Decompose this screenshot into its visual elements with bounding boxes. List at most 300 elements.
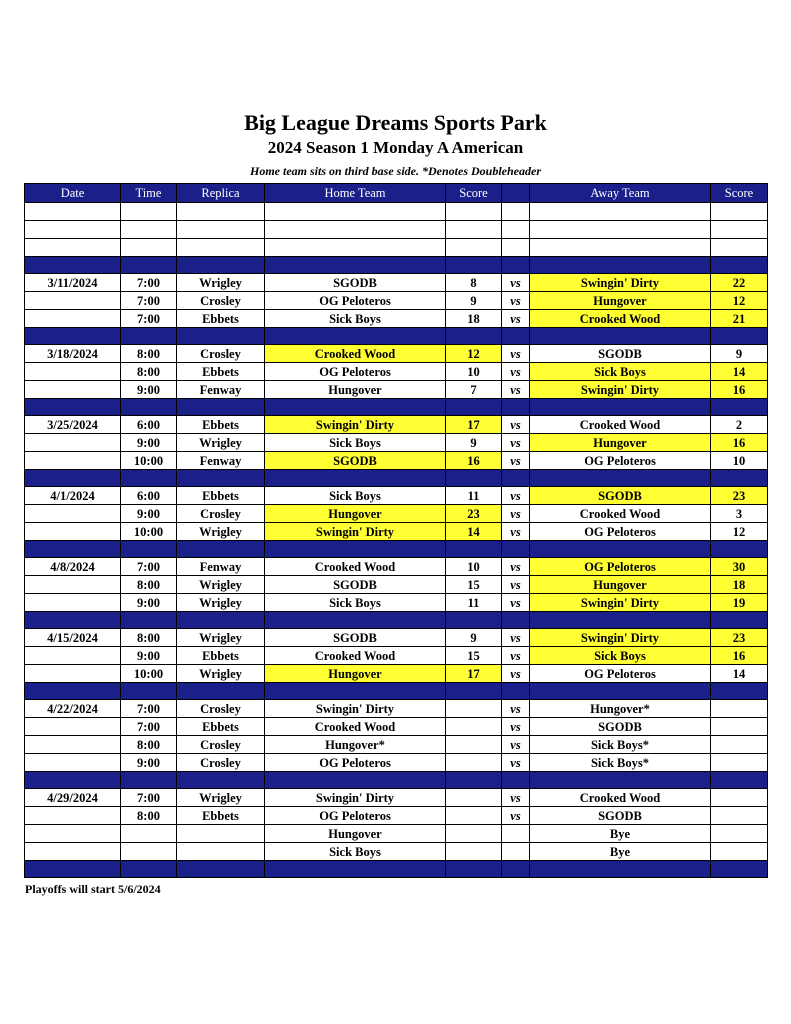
away-team: OG Peloteros: [530, 452, 711, 470]
schedule-body: [25, 203, 768, 878]
game-date: 3/11/2024: [25, 274, 121, 292]
away-score: 16: [711, 381, 768, 399]
vs-label: vs: [502, 789, 530, 807]
vs-label: vs: [502, 416, 530, 434]
away-score: 18: [711, 576, 768, 594]
game-date: [25, 310, 121, 328]
vs-label: [502, 825, 530, 843]
game-row: [25, 843, 768, 861]
game-row: [25, 736, 768, 754]
game-field: Crosley: [177, 736, 265, 754]
away-score: [711, 239, 768, 257]
week-separator: [25, 257, 768, 274]
game-time: [121, 221, 177, 239]
game-field: [177, 221, 265, 239]
separator-cell: [121, 541, 177, 558]
game-row: [25, 825, 768, 843]
home-team: Sick Boys: [265, 487, 446, 505]
vs-label: vs: [502, 754, 530, 772]
separator-cell: [711, 399, 768, 416]
vs-label: vs: [502, 505, 530, 523]
separator-cell: [530, 612, 711, 629]
game-time: 10:00: [121, 665, 177, 683]
home-team: Hungover: [265, 381, 446, 399]
home-team: OG Peloteros: [265, 363, 446, 381]
away-team: Hungover: [530, 434, 711, 452]
away-team: Swingin' Dirty: [530, 381, 711, 399]
away-team: Sick Boys*: [530, 754, 711, 772]
home-score: [446, 221, 502, 239]
home-score: [446, 203, 502, 221]
game-field: Wrigley: [177, 434, 265, 452]
game-row: [25, 239, 768, 257]
separator-cell: [502, 257, 530, 274]
game-row: [25, 576, 768, 594]
game-time: 9:00: [121, 434, 177, 452]
home-score: 15: [446, 576, 502, 594]
page-subtitle: 2024 Season 1 Monday A American: [267, 138, 524, 157]
col-header-time: Time: [121, 184, 177, 203]
game-field: [177, 843, 265, 861]
game-field: Ebbets: [177, 718, 265, 736]
game-time: 7:00: [121, 292, 177, 310]
separator-cell: [711, 470, 768, 487]
game-row: [25, 505, 768, 523]
away-team: OG Peloteros: [530, 558, 711, 576]
away-team: Bye: [530, 825, 711, 843]
week-separator: [25, 612, 768, 629]
separator-cell: [502, 399, 530, 416]
schedule-note: Home team sits on third base side. *Denotes Doubleheader: [250, 164, 541, 178]
game-time: 7:00: [121, 700, 177, 718]
separator-cell: [265, 470, 446, 487]
home-score: 9: [446, 629, 502, 647]
vs-label: vs: [502, 558, 530, 576]
schedule-table: [24, 183, 768, 878]
col-header-home-score: Score: [446, 184, 502, 203]
home-score: [446, 754, 502, 772]
home-team: OG Peloteros: [265, 754, 446, 772]
game-time: 6:00: [121, 416, 177, 434]
game-field: Ebbets: [177, 647, 265, 665]
vs-label: vs: [502, 381, 530, 399]
away-score: 16: [711, 647, 768, 665]
game-date: 4/22/2024: [25, 700, 121, 718]
away-team: [530, 239, 711, 257]
game-date: [25, 665, 121, 683]
away-team: OG Peloteros: [530, 665, 711, 683]
game-row: [25, 647, 768, 665]
col-header-date: Date: [25, 184, 121, 203]
away-score: [711, 736, 768, 754]
away-score: 12: [711, 523, 768, 541]
away-team: Hungover: [530, 576, 711, 594]
home-score: 9: [446, 292, 502, 310]
game-time: 8:00: [121, 576, 177, 594]
separator-cell: [121, 257, 177, 274]
separator-cell: [177, 470, 265, 487]
separator-cell: [265, 328, 446, 345]
separator-cell: [446, 257, 502, 274]
game-time: [121, 843, 177, 861]
separator-cell: [265, 541, 446, 558]
game-date: [25, 381, 121, 399]
game-field: [177, 825, 265, 843]
home-team: [265, 239, 446, 257]
game-field: Ebbets: [177, 416, 265, 434]
away-score: 23: [711, 487, 768, 505]
separator-cell: [446, 772, 502, 789]
separator-cell: [25, 399, 121, 416]
separator-cell: [502, 541, 530, 558]
away-team: SGODB: [530, 487, 711, 505]
vs-label: vs: [502, 736, 530, 754]
game-row: [25, 807, 768, 825]
game-field: [177, 239, 265, 257]
separator-cell: [530, 772, 711, 789]
separator-cell: [530, 257, 711, 274]
separator-cell: [530, 861, 711, 878]
vs-label: vs: [502, 363, 530, 381]
home-team: Sick Boys: [265, 594, 446, 612]
week-separator: [25, 399, 768, 416]
game-field: Wrigley: [177, 274, 265, 292]
home-team: Hungover*: [265, 736, 446, 754]
home-score: 17: [446, 665, 502, 683]
away-score: 14: [711, 665, 768, 683]
game-time: 8:00: [121, 363, 177, 381]
home-score: 8: [446, 274, 502, 292]
away-score: [711, 203, 768, 221]
separator-cell: [502, 612, 530, 629]
header-row: [25, 184, 768, 203]
home-team: Swingin' Dirty: [265, 416, 446, 434]
separator-cell: [502, 470, 530, 487]
away-score: 12: [711, 292, 768, 310]
game-field: Ebbets: [177, 807, 265, 825]
separator-cell: [177, 861, 265, 878]
away-team: [530, 203, 711, 221]
game-date: [25, 523, 121, 541]
away-team: Crooked Wood: [530, 789, 711, 807]
home-score: 12: [446, 345, 502, 363]
home-score: 9: [446, 434, 502, 452]
game-date: [25, 239, 121, 257]
game-date: 3/25/2024: [25, 416, 121, 434]
away-score: 14: [711, 363, 768, 381]
separator-cell: [121, 328, 177, 345]
separator-cell: [446, 612, 502, 629]
game-date: [25, 736, 121, 754]
vs-label: vs: [502, 647, 530, 665]
game-date: 4/29/2024: [25, 789, 121, 807]
col-header-away-score: Score: [711, 184, 768, 203]
separator-cell: [121, 772, 177, 789]
away-team: Crooked Wood: [530, 505, 711, 523]
game-time: 8:00: [121, 345, 177, 363]
separator-cell: [177, 541, 265, 558]
vs-label: vs: [502, 487, 530, 505]
away-team: Sick Boys*: [530, 736, 711, 754]
away-score: 19: [711, 594, 768, 612]
separator-cell: [711, 541, 768, 558]
game-row: [25, 629, 768, 647]
vs-label: [502, 239, 530, 257]
away-team: Swingin' Dirty: [530, 594, 711, 612]
game-time: 10:00: [121, 523, 177, 541]
away-score: 16: [711, 434, 768, 452]
away-team: SGODB: [530, 718, 711, 736]
separator-cell: [121, 683, 177, 700]
game-row: [25, 594, 768, 612]
game-row: [25, 363, 768, 381]
vs-label: vs: [502, 576, 530, 594]
away-score: [711, 754, 768, 772]
playoffs-note: Playoffs will start 5/6/2024: [25, 882, 161, 896]
separator-cell: [177, 772, 265, 789]
home-score: [446, 789, 502, 807]
vs-label: [502, 843, 530, 861]
separator-cell: [446, 470, 502, 487]
separator-cell: [177, 612, 265, 629]
week-separator: [25, 328, 768, 345]
game-time: 9:00: [121, 505, 177, 523]
home-team: Swingin' Dirty: [265, 789, 446, 807]
away-score: 30: [711, 558, 768, 576]
game-date: [25, 594, 121, 612]
game-time: 8:00: [121, 736, 177, 754]
week-separator: [25, 541, 768, 558]
game-row: [25, 292, 768, 310]
away-team: Hungover*: [530, 700, 711, 718]
game-row: [25, 416, 768, 434]
game-row: [25, 487, 768, 505]
home-score: [446, 718, 502, 736]
week-separator: [25, 861, 768, 878]
vs-label: [502, 221, 530, 239]
separator-cell: [711, 328, 768, 345]
game-field: Crosley: [177, 700, 265, 718]
game-field: Wrigley: [177, 789, 265, 807]
away-score: 10: [711, 452, 768, 470]
away-score: 9: [711, 345, 768, 363]
vs-label: vs: [502, 274, 530, 292]
home-team: SGODB: [265, 629, 446, 647]
week-separator: [25, 772, 768, 789]
home-team: SGODB: [265, 452, 446, 470]
game-field: Fenway: [177, 558, 265, 576]
home-score: [446, 736, 502, 754]
separator-cell: [530, 541, 711, 558]
vs-label: vs: [502, 452, 530, 470]
away-score: [711, 807, 768, 825]
game-field: Crosley: [177, 754, 265, 772]
separator-cell: [446, 399, 502, 416]
vs-label: vs: [502, 700, 530, 718]
game-row: [25, 558, 768, 576]
separator-cell: [25, 612, 121, 629]
home-team: Sick Boys: [265, 843, 446, 861]
separator-cell: [121, 861, 177, 878]
home-team: Sick Boys: [265, 310, 446, 328]
vs-label: vs: [502, 345, 530, 363]
home-score: 23: [446, 505, 502, 523]
separator-cell: [265, 861, 446, 878]
separator-cell: [530, 470, 711, 487]
game-time: 8:00: [121, 629, 177, 647]
game-time: 9:00: [121, 381, 177, 399]
separator-cell: [177, 683, 265, 700]
game-row: [25, 523, 768, 541]
game-field: Crosley: [177, 505, 265, 523]
vs-label: vs: [502, 292, 530, 310]
away-team: Crooked Wood: [530, 310, 711, 328]
home-score: [446, 807, 502, 825]
vs-label: vs: [502, 665, 530, 683]
separator-cell: [121, 612, 177, 629]
game-row: [25, 203, 768, 221]
separator-cell: [25, 328, 121, 345]
separator-cell: [265, 772, 446, 789]
game-row: [25, 221, 768, 239]
week-separator: [25, 683, 768, 700]
home-team: Swingin' Dirty: [265, 523, 446, 541]
game-row: [25, 434, 768, 452]
vs-label: vs: [502, 807, 530, 825]
game-field: Crosley: [177, 345, 265, 363]
game-time: 9:00: [121, 647, 177, 665]
away-team: Crooked Wood: [530, 416, 711, 434]
page-title: Big League Dreams Sports Park: [244, 110, 547, 135]
vs-label: vs: [502, 310, 530, 328]
col-header-home-team: Home Team: [265, 184, 446, 203]
game-time: 7:00: [121, 558, 177, 576]
home-team: OG Peloteros: [265, 807, 446, 825]
separator-cell: [25, 772, 121, 789]
game-date: [25, 434, 121, 452]
separator-cell: [502, 861, 530, 878]
separator-cell: [711, 257, 768, 274]
separator-cell: [265, 257, 446, 274]
separator-cell: [711, 683, 768, 700]
col-header-replica: Replica: [177, 184, 265, 203]
separator-cell: [177, 328, 265, 345]
separator-cell: [177, 399, 265, 416]
game-time: 9:00: [121, 754, 177, 772]
home-score: 18: [446, 310, 502, 328]
game-date: [25, 718, 121, 736]
home-team: [265, 203, 446, 221]
home-score: 16: [446, 452, 502, 470]
separator-cell: [265, 612, 446, 629]
home-score: 10: [446, 363, 502, 381]
separator-cell: [711, 612, 768, 629]
vs-label: vs: [502, 523, 530, 541]
separator-cell: [446, 328, 502, 345]
away-score: [711, 700, 768, 718]
separator-cell: [25, 470, 121, 487]
game-date: 4/1/2024: [25, 487, 121, 505]
away-team: OG Peloteros: [530, 523, 711, 541]
game-field: Fenway: [177, 381, 265, 399]
game-time: 7:00: [121, 789, 177, 807]
game-field: Ebbets: [177, 487, 265, 505]
home-team: Swingin' Dirty: [265, 700, 446, 718]
home-team: [265, 221, 446, 239]
game-field: Ebbets: [177, 310, 265, 328]
game-time: 10:00: [121, 452, 177, 470]
home-score: 11: [446, 594, 502, 612]
separator-cell: [121, 399, 177, 416]
game-row: [25, 345, 768, 363]
game-time: 9:00: [121, 594, 177, 612]
game-date: [25, 647, 121, 665]
game-time: 7:00: [121, 310, 177, 328]
away-score: [711, 718, 768, 736]
away-score: 2: [711, 416, 768, 434]
separator-cell: [265, 683, 446, 700]
separator-cell: [265, 399, 446, 416]
vs-label: vs: [502, 434, 530, 452]
home-team: Crooked Wood: [265, 558, 446, 576]
game-field: Wrigley: [177, 594, 265, 612]
separator-cell: [502, 328, 530, 345]
home-team: Crooked Wood: [265, 718, 446, 736]
game-date: [25, 203, 121, 221]
away-score: 21: [711, 310, 768, 328]
away-score: 3: [711, 505, 768, 523]
separator-cell: [502, 683, 530, 700]
away-score: 22: [711, 274, 768, 292]
separator-cell: [446, 861, 502, 878]
away-team: Hungover: [530, 292, 711, 310]
vs-label: vs: [502, 629, 530, 647]
separator-cell: [446, 683, 502, 700]
away-team: Sick Boys: [530, 647, 711, 665]
separator-cell: [25, 541, 121, 558]
game-row: [25, 665, 768, 683]
col-header-vs: [502, 184, 530, 203]
game-date: 4/15/2024: [25, 629, 121, 647]
col-header-away-team: Away Team: [530, 184, 711, 203]
game-row: [25, 274, 768, 292]
game-time: [121, 825, 177, 843]
game-field: Fenway: [177, 452, 265, 470]
game-date: [25, 576, 121, 594]
home-team: OG Peloteros: [265, 292, 446, 310]
separator-cell: [502, 772, 530, 789]
home-team: Sick Boys: [265, 434, 446, 452]
separator-cell: [121, 470, 177, 487]
separator-cell: [25, 683, 121, 700]
game-field: Wrigley: [177, 665, 265, 683]
game-date: [25, 807, 121, 825]
game-row: [25, 789, 768, 807]
home-score: 14: [446, 523, 502, 541]
game-time: 6:00: [121, 487, 177, 505]
home-score: [446, 700, 502, 718]
home-team: Crooked Wood: [265, 647, 446, 665]
vs-label: vs: [502, 718, 530, 736]
game-date: [25, 452, 121, 470]
away-score: [711, 789, 768, 807]
away-team: Swingin' Dirty: [530, 274, 711, 292]
separator-cell: [530, 328, 711, 345]
vs-label: [502, 203, 530, 221]
home-team: Hungover: [265, 825, 446, 843]
separator-cell: [530, 399, 711, 416]
game-date: 4/8/2024: [25, 558, 121, 576]
